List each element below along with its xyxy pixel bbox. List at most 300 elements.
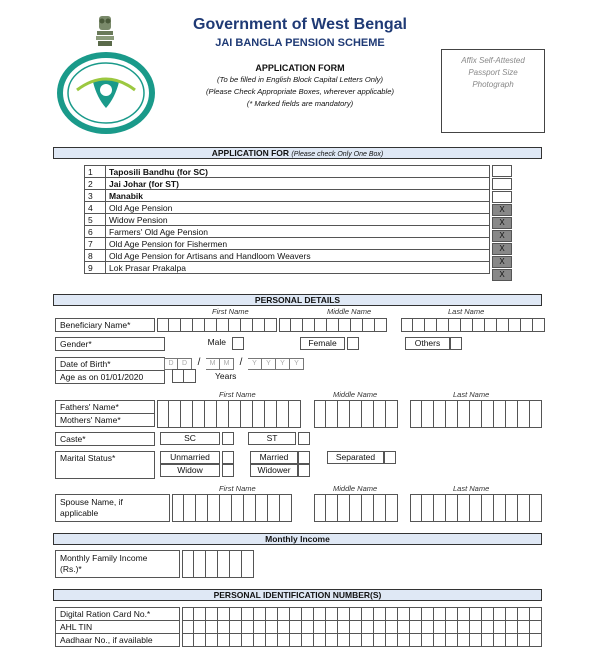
char-box[interactable] bbox=[410, 607, 422, 621]
char-box[interactable] bbox=[473, 318, 485, 332]
char-box[interactable] bbox=[521, 318, 533, 332]
char-box[interactable] bbox=[494, 400, 506, 428]
beneficiary-first-name-input[interactable] bbox=[157, 318, 277, 332]
char-box[interactable] bbox=[242, 633, 254, 647]
char-box[interactable] bbox=[422, 400, 434, 428]
char-box[interactable] bbox=[482, 607, 494, 621]
spouse-name-label: Spouse Name, if applicable bbox=[55, 494, 170, 522]
char-box[interactable] bbox=[278, 633, 290, 647]
application-for-heading: APPLICATION FOR (Please check Only One Box) bbox=[53, 147, 542, 159]
option-label: Jai Johar (for ST) bbox=[106, 178, 490, 190]
char-box[interactable] bbox=[338, 607, 350, 621]
char-box[interactable] bbox=[339, 318, 351, 332]
char-box[interactable] bbox=[217, 318, 229, 332]
char-box[interactable] bbox=[268, 494, 280, 522]
char-box[interactable] bbox=[181, 318, 193, 332]
char-box[interactable] bbox=[518, 400, 530, 428]
char-box[interactable] bbox=[482, 400, 494, 428]
char-box[interactable] bbox=[157, 400, 169, 428]
char-box[interactable] bbox=[506, 607, 518, 621]
identification-heading: PERSONAL IDENTIFICATION NUMBER(S) bbox=[53, 589, 542, 601]
char-box[interactable] bbox=[530, 400, 542, 428]
option-number: 7 bbox=[85, 238, 106, 250]
char-box[interactable] bbox=[302, 607, 314, 621]
monthly-income-heading: Monthly Income bbox=[53, 533, 542, 545]
spouse-middle-name-input[interactable] bbox=[314, 494, 398, 522]
char-box[interactable] bbox=[256, 494, 268, 522]
char-box[interactable] bbox=[494, 620, 506, 634]
char-box[interactable] bbox=[386, 400, 398, 428]
option-checkbox[interactable]: X bbox=[492, 230, 512, 242]
char-box[interactable] bbox=[350, 400, 362, 428]
ahl-tin-input[interactable] bbox=[182, 620, 542, 634]
age-input[interactable] bbox=[172, 369, 196, 383]
sc-checkbox[interactable] bbox=[222, 432, 234, 445]
char-box[interactable] bbox=[182, 620, 194, 634]
char-box[interactable] bbox=[169, 400, 181, 428]
gender-label: Gender* bbox=[55, 337, 165, 351]
char-box[interactable] bbox=[265, 400, 277, 428]
last-name-caption: Last Name bbox=[453, 390, 490, 399]
char-box[interactable] bbox=[434, 494, 446, 522]
others-checkbox[interactable] bbox=[450, 337, 462, 350]
char-box[interactable] bbox=[193, 318, 205, 332]
char-box[interactable] bbox=[241, 318, 253, 332]
char-box[interactable] bbox=[446, 620, 458, 634]
char-box[interactable] bbox=[401, 318, 413, 332]
char-box[interactable] bbox=[302, 633, 314, 647]
ration-card-label: Digital Ration Card No.* bbox=[55, 607, 180, 621]
char-box[interactable] bbox=[220, 494, 232, 522]
others-label: Others bbox=[405, 337, 450, 350]
char-box[interactable] bbox=[482, 494, 494, 522]
char-box[interactable] bbox=[182, 633, 194, 647]
dob-digit-box[interactable]: D bbox=[164, 358, 178, 370]
option-checkbox[interactable]: X bbox=[492, 256, 512, 268]
char-box[interactable] bbox=[230, 633, 242, 647]
char-box[interactable] bbox=[338, 494, 350, 522]
char-box[interactable] bbox=[230, 550, 242, 578]
char-box[interactable] bbox=[194, 550, 206, 578]
char-box[interactable] bbox=[362, 494, 374, 522]
char-box[interactable] bbox=[446, 494, 458, 522]
char-box[interactable] bbox=[434, 607, 446, 621]
char-box[interactable] bbox=[218, 620, 230, 634]
char-box[interactable] bbox=[518, 494, 530, 522]
char-box[interactable] bbox=[398, 620, 410, 634]
char-box[interactable] bbox=[253, 318, 265, 332]
char-box[interactable] bbox=[327, 318, 339, 332]
dob-label: Date of Birth* bbox=[55, 357, 165, 371]
char-box[interactable] bbox=[350, 494, 362, 522]
aadhaar-input[interactable] bbox=[182, 633, 542, 647]
option-checkbox[interactable] bbox=[492, 178, 512, 190]
unmarried-label: Unmarried bbox=[160, 451, 220, 464]
char-box[interactable] bbox=[206, 620, 218, 634]
char-box[interactable] bbox=[458, 494, 470, 522]
option-label: Old Age Pension for Artisans and Handloom Weavers bbox=[106, 250, 490, 262]
parents-last-name-input[interactable] bbox=[410, 400, 542, 428]
application-option-row bbox=[85, 262, 490, 274]
years-label: Years bbox=[215, 371, 237, 381]
char-box[interactable] bbox=[374, 494, 386, 522]
char-box[interactable] bbox=[506, 620, 518, 634]
application-option-row bbox=[85, 250, 490, 262]
char-box[interactable] bbox=[290, 607, 302, 621]
char-box[interactable] bbox=[232, 494, 244, 522]
char-box[interactable] bbox=[485, 318, 497, 332]
char-box[interactable] bbox=[182, 607, 194, 621]
parents-middle-name-input[interactable] bbox=[314, 400, 398, 428]
dob-digit-box[interactable]: D bbox=[178, 358, 192, 370]
char-box[interactable] bbox=[362, 400, 374, 428]
mothers-name-label: Mothers' Name* bbox=[55, 413, 155, 427]
char-box[interactable] bbox=[218, 607, 230, 621]
char-box[interactable] bbox=[494, 494, 506, 522]
char-box[interactable] bbox=[314, 494, 326, 522]
char-box[interactable] bbox=[398, 607, 410, 621]
char-box[interactable] bbox=[289, 400, 301, 428]
instruction-note: (Please Check Appropriate Boxes, wherever applicable) bbox=[206, 87, 394, 96]
char-box[interactable] bbox=[314, 620, 326, 634]
char-box[interactable] bbox=[193, 400, 205, 428]
char-box[interactable] bbox=[362, 607, 374, 621]
char-box[interactable] bbox=[172, 369, 184, 383]
char-box[interactable] bbox=[374, 633, 386, 647]
char-box[interactable] bbox=[494, 633, 506, 647]
char-box[interactable] bbox=[277, 400, 289, 428]
char-box[interactable] bbox=[461, 318, 473, 332]
char-box[interactable] bbox=[326, 400, 338, 428]
char-box[interactable] bbox=[206, 550, 218, 578]
spouse-last-name-input[interactable] bbox=[410, 494, 542, 522]
married-checkbox[interactable] bbox=[298, 451, 310, 464]
char-box[interactable] bbox=[518, 633, 530, 647]
char-box[interactable] bbox=[482, 633, 494, 647]
char-box[interactable] bbox=[446, 607, 458, 621]
char-box[interactable] bbox=[422, 607, 434, 621]
dob-digit-box[interactable]: M bbox=[206, 358, 220, 370]
char-box[interactable] bbox=[278, 607, 290, 621]
char-box[interactable] bbox=[254, 620, 266, 634]
dob-digit-box[interactable]: Y bbox=[276, 358, 290, 370]
option-label: Old Age Pension for Fishermen bbox=[106, 238, 490, 250]
char-box[interactable] bbox=[157, 318, 169, 332]
char-box[interactable] bbox=[434, 400, 446, 428]
char-box[interactable] bbox=[410, 400, 422, 428]
application-option-row bbox=[85, 202, 490, 214]
beneficiary-name-label: Beneficiary Name* bbox=[55, 318, 155, 332]
first-name-caption: First Name bbox=[219, 390, 256, 399]
separated-label: Separated bbox=[327, 451, 384, 464]
date-separator: / bbox=[197, 357, 201, 368]
char-box[interactable] bbox=[290, 633, 302, 647]
char-box[interactable] bbox=[194, 620, 206, 634]
char-box[interactable] bbox=[470, 633, 482, 647]
instruction-note: (To be filled in English Block Capital Letters Only) bbox=[216, 75, 384, 84]
char-box[interactable] bbox=[530, 607, 542, 621]
char-box[interactable] bbox=[494, 607, 506, 621]
char-box[interactable] bbox=[206, 607, 218, 621]
beneficiary-last-name-input[interactable] bbox=[401, 318, 545, 332]
char-box[interactable] bbox=[314, 607, 326, 621]
application-option-row bbox=[85, 238, 490, 250]
char-box[interactable] bbox=[242, 550, 254, 578]
application-option-row bbox=[85, 214, 490, 226]
application-options-table bbox=[84, 165, 490, 274]
char-box[interactable] bbox=[458, 620, 470, 634]
instruction-note: (* Marked fields are mandatory) bbox=[246, 99, 354, 108]
char-box[interactable] bbox=[482, 620, 494, 634]
char-box[interactable] bbox=[422, 620, 434, 634]
char-box[interactable] bbox=[386, 633, 398, 647]
char-box[interactable] bbox=[410, 620, 422, 634]
option-number: 2 bbox=[85, 178, 106, 190]
char-box[interactable] bbox=[386, 607, 398, 621]
char-box[interactable] bbox=[422, 494, 434, 522]
char-box[interactable] bbox=[386, 494, 398, 522]
widow-checkbox[interactable] bbox=[222, 464, 234, 477]
form-title: APPLICATION FORM bbox=[255, 63, 345, 73]
spouse-first-name-input[interactable] bbox=[172, 494, 292, 522]
char-box[interactable] bbox=[530, 620, 542, 634]
option-number: 9 bbox=[85, 262, 106, 274]
char-box[interactable] bbox=[326, 620, 338, 634]
char-box[interactable] bbox=[229, 318, 241, 332]
char-box[interactable] bbox=[194, 633, 206, 647]
unmarried-checkbox[interactable] bbox=[222, 451, 234, 464]
scheme-name: JAI BANGLA PENSION SCHEME bbox=[215, 37, 385, 49]
male-checkbox[interactable] bbox=[232, 337, 244, 350]
char-box[interactable] bbox=[410, 494, 422, 522]
option-label: Taposili Bandhu (for SC) bbox=[106, 166, 490, 178]
last-name-caption: Last Name bbox=[453, 484, 490, 493]
monthly-income-label: Monthly Family Income (Rs.)* bbox=[55, 550, 180, 578]
male-label: Male bbox=[207, 337, 226, 347]
widower-checkbox[interactable] bbox=[298, 464, 310, 477]
char-box[interactable] bbox=[470, 494, 482, 522]
middle-name-caption: Middle Name bbox=[327, 307, 372, 316]
marital-status-label: Marital Status* bbox=[55, 451, 155, 479]
middle-name-caption: Middle Name bbox=[333, 390, 378, 399]
widower-label: Widower bbox=[250, 464, 298, 477]
state-emblem-icon bbox=[92, 14, 118, 48]
st-checkbox[interactable] bbox=[298, 432, 310, 445]
char-box[interactable] bbox=[362, 633, 374, 647]
char-box[interactable] bbox=[230, 607, 242, 621]
age-label: Age as on 01/01/2020 bbox=[55, 370, 165, 384]
char-box[interactable] bbox=[314, 400, 326, 428]
char-box[interactable] bbox=[326, 633, 338, 647]
char-box[interactable] bbox=[254, 607, 266, 621]
char-box[interactable] bbox=[291, 318, 303, 332]
char-box[interactable] bbox=[181, 400, 193, 428]
application-option-row bbox=[85, 166, 490, 178]
option-number: 3 bbox=[85, 190, 106, 202]
dob-digit-box[interactable]: Y bbox=[262, 358, 276, 370]
option-label: Manabik bbox=[106, 190, 490, 202]
char-box[interactable] bbox=[434, 620, 446, 634]
char-box[interactable] bbox=[386, 620, 398, 634]
char-box[interactable] bbox=[290, 620, 302, 634]
char-box[interactable] bbox=[314, 633, 326, 647]
char-box[interactable] bbox=[326, 607, 338, 621]
option-checkbox[interactable] bbox=[492, 165, 512, 177]
page-title: Government of West Bengal bbox=[193, 16, 407, 33]
application-option-row bbox=[85, 190, 490, 202]
char-box[interactable] bbox=[470, 400, 482, 428]
char-box[interactable] bbox=[266, 607, 278, 621]
first-name-caption: First Name bbox=[212, 307, 249, 316]
char-box[interactable] bbox=[422, 633, 434, 647]
female-label: Female bbox=[300, 337, 345, 350]
char-box[interactable] bbox=[315, 318, 327, 332]
char-box[interactable] bbox=[470, 607, 482, 621]
char-box[interactable] bbox=[363, 318, 375, 332]
parents-first-name-input[interactable] bbox=[157, 400, 301, 428]
char-box[interactable] bbox=[338, 633, 350, 647]
char-box[interactable] bbox=[205, 318, 217, 332]
char-box[interactable] bbox=[254, 633, 266, 647]
char-box[interactable] bbox=[241, 400, 253, 428]
char-box[interactable] bbox=[413, 318, 425, 332]
female-checkbox[interactable] bbox=[347, 337, 359, 350]
char-box[interactable] bbox=[182, 550, 194, 578]
char-box[interactable] bbox=[302, 620, 314, 634]
option-number: 8 bbox=[85, 250, 106, 262]
char-box[interactable] bbox=[338, 400, 350, 428]
char-box[interactable] bbox=[530, 633, 542, 647]
personal-details-heading: PERSONAL DETAILS bbox=[53, 294, 542, 306]
option-label: Lok Prasar Prakalpa bbox=[106, 262, 490, 274]
char-box[interactable] bbox=[375, 318, 387, 332]
middle-name-caption: Middle Name bbox=[333, 484, 378, 493]
char-box[interactable] bbox=[518, 607, 530, 621]
char-box[interactable] bbox=[208, 494, 220, 522]
char-box[interactable] bbox=[184, 494, 196, 522]
char-box[interactable] bbox=[206, 633, 218, 647]
monthly-income-input[interactable] bbox=[182, 550, 254, 578]
beneficiary-middle-name-input[interactable] bbox=[279, 318, 387, 332]
char-box[interactable] bbox=[184, 369, 196, 383]
char-box[interactable] bbox=[278, 620, 290, 634]
option-checkbox[interactable]: X bbox=[492, 243, 512, 255]
char-box[interactable] bbox=[217, 400, 229, 428]
option-label: Farmers' Old Age Pension bbox=[106, 226, 490, 238]
char-box[interactable] bbox=[350, 607, 362, 621]
char-box[interactable] bbox=[229, 400, 241, 428]
application-option-row bbox=[85, 226, 490, 238]
char-box[interactable] bbox=[458, 400, 470, 428]
option-checkbox[interactable]: X bbox=[492, 217, 512, 229]
application-option-row bbox=[85, 178, 490, 190]
char-box[interactable] bbox=[350, 620, 362, 634]
dob-digit-box[interactable]: M bbox=[220, 358, 234, 370]
char-box[interactable] bbox=[374, 607, 386, 621]
option-number: 5 bbox=[85, 214, 106, 226]
char-box[interactable] bbox=[218, 633, 230, 647]
char-box[interactable] bbox=[506, 633, 518, 647]
char-box[interactable] bbox=[326, 494, 338, 522]
char-box[interactable] bbox=[374, 400, 386, 428]
char-box[interactable] bbox=[242, 607, 254, 621]
aadhaar-label: Aadhaar No., if available bbox=[55, 633, 180, 647]
char-box[interactable] bbox=[169, 318, 181, 332]
option-label: Old Age Pension bbox=[106, 202, 490, 214]
char-box[interactable] bbox=[437, 318, 449, 332]
char-box[interactable] bbox=[172, 494, 184, 522]
char-box[interactable] bbox=[279, 318, 291, 332]
char-box[interactable] bbox=[425, 318, 437, 332]
char-box[interactable] bbox=[253, 400, 265, 428]
married-label: Married bbox=[250, 451, 298, 464]
char-box[interactable] bbox=[266, 633, 278, 647]
char-box[interactable] bbox=[266, 620, 278, 634]
char-box[interactable] bbox=[280, 494, 292, 522]
char-box[interactable] bbox=[530, 494, 542, 522]
char-box[interactable] bbox=[506, 494, 518, 522]
char-box[interactable] bbox=[194, 607, 206, 621]
option-number: 6 bbox=[85, 226, 106, 238]
caste-label: Caste* bbox=[55, 432, 155, 446]
char-box[interactable] bbox=[242, 620, 254, 634]
char-box[interactable] bbox=[398, 633, 410, 647]
char-box[interactable] bbox=[230, 620, 242, 634]
char-box[interactable] bbox=[410, 633, 422, 647]
char-box[interactable] bbox=[446, 400, 458, 428]
char-box[interactable] bbox=[265, 318, 277, 332]
char-box[interactable] bbox=[449, 318, 461, 332]
option-number: 4 bbox=[85, 202, 106, 214]
option-number: 1 bbox=[85, 166, 106, 178]
fathers-name-label: Fathers' Name* bbox=[55, 400, 155, 414]
sc-label: SC bbox=[160, 432, 220, 445]
char-box[interactable] bbox=[446, 633, 458, 647]
char-box[interactable] bbox=[205, 400, 217, 428]
char-box[interactable] bbox=[497, 318, 509, 332]
char-box[interactable] bbox=[303, 318, 315, 332]
char-box[interactable] bbox=[434, 633, 446, 647]
char-box[interactable] bbox=[509, 318, 521, 332]
first-name-caption: First Name bbox=[219, 484, 256, 493]
char-box[interactable] bbox=[218, 550, 230, 578]
widow-label: Widow bbox=[160, 464, 220, 477]
char-box[interactable] bbox=[458, 633, 470, 647]
option-checkbox[interactable]: X bbox=[492, 204, 512, 216]
char-box[interactable] bbox=[506, 400, 518, 428]
char-box[interactable] bbox=[374, 620, 386, 634]
biswa-bangla-seal-icon bbox=[55, 50, 157, 136]
char-box[interactable] bbox=[196, 494, 208, 522]
photo-box[interactable]: Affix Self-Attested Passport Size Photograph bbox=[441, 49, 545, 133]
dob-digit-box[interactable]: Y bbox=[290, 358, 304, 370]
char-box[interactable] bbox=[338, 620, 350, 634]
char-box[interactable] bbox=[351, 318, 363, 332]
dob-digit-box[interactable]: Y bbox=[248, 358, 262, 370]
char-box[interactable] bbox=[470, 620, 482, 634]
char-box[interactable] bbox=[350, 633, 362, 647]
option-checkbox[interactable] bbox=[492, 191, 512, 203]
separated-checkbox[interactable] bbox=[384, 451, 396, 464]
char-box[interactable] bbox=[244, 494, 256, 522]
char-box[interactable] bbox=[518, 620, 530, 634]
char-box[interactable] bbox=[533, 318, 545, 332]
last-name-caption: Last Name bbox=[448, 307, 485, 316]
ration-card-input[interactable] bbox=[182, 607, 542, 621]
option-checkbox[interactable]: X bbox=[492, 269, 512, 281]
char-box[interactable] bbox=[458, 607, 470, 621]
char-box[interactable] bbox=[362, 620, 374, 634]
